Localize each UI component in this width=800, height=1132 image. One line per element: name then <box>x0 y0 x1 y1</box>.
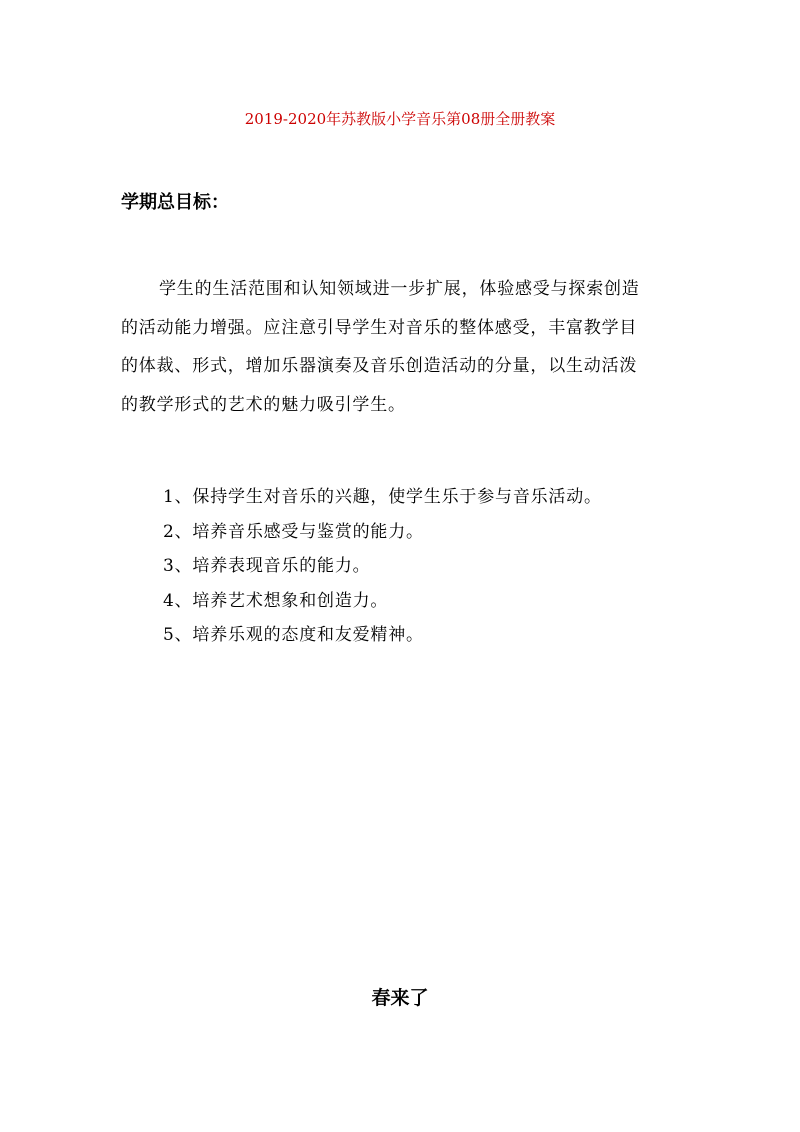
goal-item: 5、培养乐观的态度和友爱精神。 <box>163 625 424 645</box>
intro-line: 的教学形式的艺术的魅力吸引学生。 <box>121 394 406 415</box>
goal-list <box>163 480 602 653</box>
goal-item: 2、培养音乐感受与鉴赏的能力。 <box>163 521 424 542</box>
intro-line: 的体裁、形式，增加乐器演奏及音乐创造活动的分量，以生动活泼 <box>121 356 638 376</box>
lesson-title: 春来了 <box>371 987 429 1009</box>
intro-line: 的活动能力增强。应注意引导学生对音乐的整体感受，丰富教学目 <box>121 317 638 338</box>
goal-item: 1、保持学生对音乐的兴趣，使学生乐于参与音乐活动。 <box>163 487 602 507</box>
goal-item: 4、培养艺术想象和创造力。 <box>163 590 389 611</box>
semester-goals-heading: 学期总目标： <box>121 192 229 213</box>
document-title: 2019-2020年苏教版小学音乐第08册全册教案 <box>244 110 556 128</box>
goal-item: 3、培养表现音乐的能力。 <box>163 556 371 576</box>
intro-paragraph <box>121 270 681 424</box>
intro-line: 学生的生活范围和认知领域进一步扩展，体验感受与探索创造 <box>159 279 640 299</box>
